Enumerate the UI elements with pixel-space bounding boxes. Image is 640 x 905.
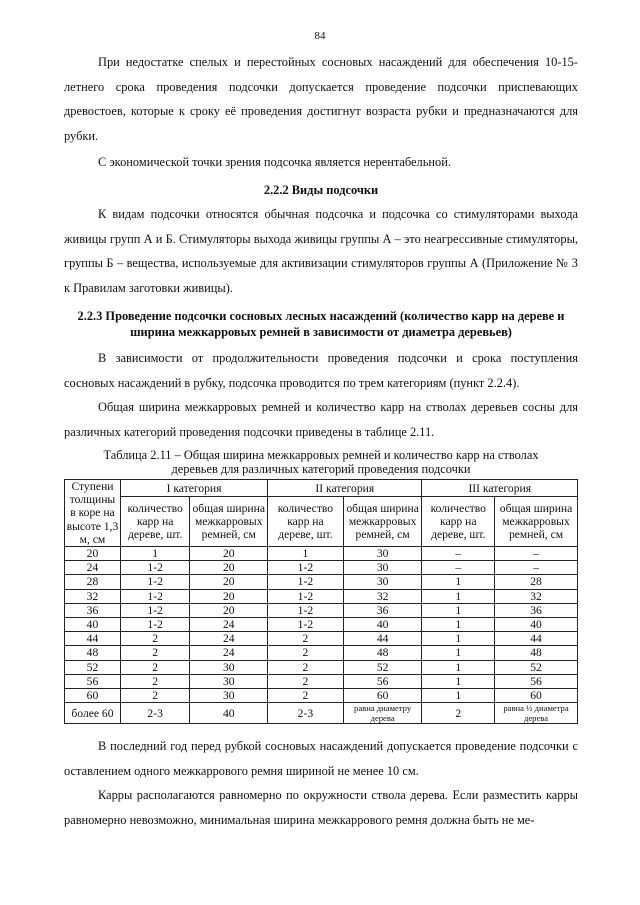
table-cell: 1-2	[268, 575, 344, 589]
section-heading-2-2-2: 2.2.2 Виды подсочки	[263, 182, 379, 197]
table-cell: 1	[268, 547, 344, 561]
resin-tapping-table	[64, 479, 578, 724]
table-cell: 30	[190, 660, 268, 674]
table-cell: 40	[65, 618, 121, 632]
table-cell: 2-3	[120, 703, 189, 724]
table-cell: 44	[65, 632, 121, 646]
table-cell: 20	[190, 589, 268, 603]
table-cell: 2	[268, 689, 344, 703]
header-category-1: I категория	[120, 480, 267, 497]
table-cell: более 60	[65, 703, 121, 724]
table-cell: 30	[343, 547, 422, 561]
table-caption-line-1: Таблица 2.11 – Общая ширина межкарровых ремней и количество карр на стволах	[103, 448, 539, 462]
table-cell: 48	[343, 646, 422, 660]
paragraph-2: С экономической точки зрения подсочка является нерентабельной.	[98, 155, 451, 169]
table-cell: 44	[495, 632, 578, 646]
table-row	[65, 603, 578, 617]
table-cell: 20	[190, 603, 268, 617]
table-cell: 24	[190, 646, 268, 660]
table-cell: 40	[343, 618, 422, 632]
table-cell: 2	[268, 632, 344, 646]
header-thickness-stage: Ступени толщины в коре на высоте 1,3 м, см	[65, 480, 121, 547]
paragraph-3: К видам подсочки относятся обычная подсочка и подсочка со стимуляторами выхода живицы групп А и Б. Стимуляторы выхода живицы группы А – это неагрессивные стимуляторы, группы Б – вещества, используемые для активизации стимуляторов группы А (Приложение № 3 к Правилам заготовки живицы).	[64, 207, 578, 295]
table-subheader-row	[65, 497, 578, 547]
subheader-width-2: общая ширина межкарровых ремней, см	[343, 497, 422, 547]
table-cell: 1-2	[120, 589, 189, 603]
table-cell: 24	[65, 561, 121, 575]
table-cell: 1	[422, 632, 495, 646]
table-row	[65, 561, 578, 575]
table-cell: 2	[120, 632, 189, 646]
table-row	[65, 547, 578, 561]
subheader-width-3: общая ширина межкарровых ремней, см	[495, 497, 578, 547]
table-caption-line-2: деревьев для различных категорий проведения подсочки	[171, 462, 471, 476]
table-cell: 32	[343, 589, 422, 603]
table-cell: 20	[190, 561, 268, 575]
table-cell: 1-2	[268, 618, 344, 632]
table-cell: 32	[65, 589, 121, 603]
table-cell: 1-2	[120, 603, 189, 617]
table-cell: 20	[190, 575, 268, 589]
table-cell: –	[495, 547, 578, 561]
table-cell: –	[422, 561, 495, 575]
table-row	[65, 618, 578, 632]
table-cell: 1	[422, 646, 495, 660]
table-cell: 28	[65, 575, 121, 589]
table-cell: 36	[495, 603, 578, 617]
table-cell: 30	[343, 561, 422, 575]
table-cell: 2	[120, 646, 189, 660]
table-row	[65, 674, 578, 688]
table-cell: 24	[190, 618, 268, 632]
table-row	[65, 575, 578, 589]
table-cell: 1-2	[268, 603, 344, 617]
table-cell: 1	[422, 589, 495, 603]
paragraph-7: Карры располагаются равномерно по окружности ствола дерева. Если разместить карры равномерно невозможно, минимальная ширина межкаррового ремня должна быть не ме-	[64, 788, 578, 827]
table-cell: 1-2	[268, 589, 344, 603]
table-cell: 1-2	[120, 618, 189, 632]
header-category-3: III категория	[422, 480, 578, 497]
table-cell: 52	[343, 660, 422, 674]
table-cell: 1-2	[268, 561, 344, 575]
table-row	[65, 646, 578, 660]
table-cell: 20	[190, 547, 268, 561]
table-cell: 56	[343, 674, 422, 688]
table-cell: 56	[65, 674, 121, 688]
table-row	[65, 689, 578, 703]
table-cell: 2	[120, 689, 189, 703]
table-cell: 44	[343, 632, 422, 646]
table-row	[65, 660, 578, 674]
table-cell: 2	[120, 674, 189, 688]
table-cell: 1	[422, 603, 495, 617]
paragraph-4: В зависимости от продолжительности проведения подсочки и срока поступления сосновых насаждений в рубку, подсочка проводится по трем категориям (пункт 2.2.4).	[64, 351, 578, 390]
table-cell: 2	[422, 703, 495, 724]
table-cell: 24	[190, 632, 268, 646]
table-cell: 36	[65, 603, 121, 617]
table-cell: 56	[495, 674, 578, 688]
table-cell: 1-2	[120, 575, 189, 589]
table-cell: 20	[65, 547, 121, 561]
section-heading-2-2-3: 2.2.3 Проведение подсочки сосновых лесных насаждений (количество карр на дереве и ширина межкарровых ремней в зависимости от диаметра деревьев)	[77, 309, 565, 339]
table-cell: 60	[495, 689, 578, 703]
table-row	[65, 589, 578, 603]
table-header-row	[65, 480, 578, 497]
table-cell: 30	[343, 575, 422, 589]
table-cell: 40	[190, 703, 268, 724]
table-cell: 60	[343, 689, 422, 703]
paragraph-6: В последний год перед рубкой сосновых насаждений допускается проведение подсочки с оставлением одного межкаррового ремня шириной не менее 10 см.	[64, 739, 578, 778]
paragraph-1: При недостатке спелых и перестойных сосновых насаждений для обеспечения 10-15-летнего срока проведения подсочки допускается проведение подсочки приспевающих древостоев, которые к сроку её проведения достигнут возраста рубки и предназначаются для рубки.	[64, 55, 578, 143]
table-row-last	[65, 703, 578, 724]
table-cell: –	[495, 561, 578, 575]
table-cell: 1	[422, 575, 495, 589]
table-cell: 2	[268, 646, 344, 660]
subheader-count-2: количество карр на дереве, шт.	[268, 497, 344, 547]
table-cell: 52	[65, 660, 121, 674]
table-cell: 2	[268, 660, 344, 674]
table-cell: 32	[495, 589, 578, 603]
table-cell: 2	[268, 674, 344, 688]
table-row	[65, 632, 578, 646]
table-cell: 1	[422, 674, 495, 688]
table-cell: 30	[190, 674, 268, 688]
table-cell: 48	[65, 646, 121, 660]
table-cell: 40	[495, 618, 578, 632]
subheader-count-1: количество карр на дереве, шт.	[120, 497, 189, 547]
table-cell-note: равна диаметру дерева	[343, 703, 422, 724]
table-cell: 1	[422, 689, 495, 703]
page-number: 84	[314, 30, 326, 42]
page-body	[64, 50, 578, 832]
table-cell-note: равна ½ диаметра дерева	[495, 703, 578, 724]
table-cell: –	[422, 547, 495, 561]
table-cell: 48	[495, 646, 578, 660]
table-cell: 60	[65, 689, 121, 703]
subheader-width-1: общая ширина межкарровых ремней, см	[190, 497, 268, 547]
table-cell: 30	[190, 689, 268, 703]
table-cell: 36	[343, 603, 422, 617]
table-cell: 1-2	[120, 561, 189, 575]
table-cell: 52	[495, 660, 578, 674]
table-cell: 28	[495, 575, 578, 589]
subheader-count-3: количество карр на дереве, шт.	[422, 497, 495, 547]
paragraph-5: Общая ширина межкарровых ремней и количество карр на стволах деревьев сосны для различных категорий проведения подсочки приведены в таблице 2.11.	[64, 400, 578, 439]
header-category-2: II категория	[268, 480, 422, 497]
table-cell: 1	[422, 618, 495, 632]
table-cell: 1	[120, 547, 189, 561]
table-caption	[64, 448, 578, 476]
table-cell: 2-3	[268, 703, 344, 724]
table-cell: 1	[422, 660, 495, 674]
table-cell: 2	[120, 660, 189, 674]
